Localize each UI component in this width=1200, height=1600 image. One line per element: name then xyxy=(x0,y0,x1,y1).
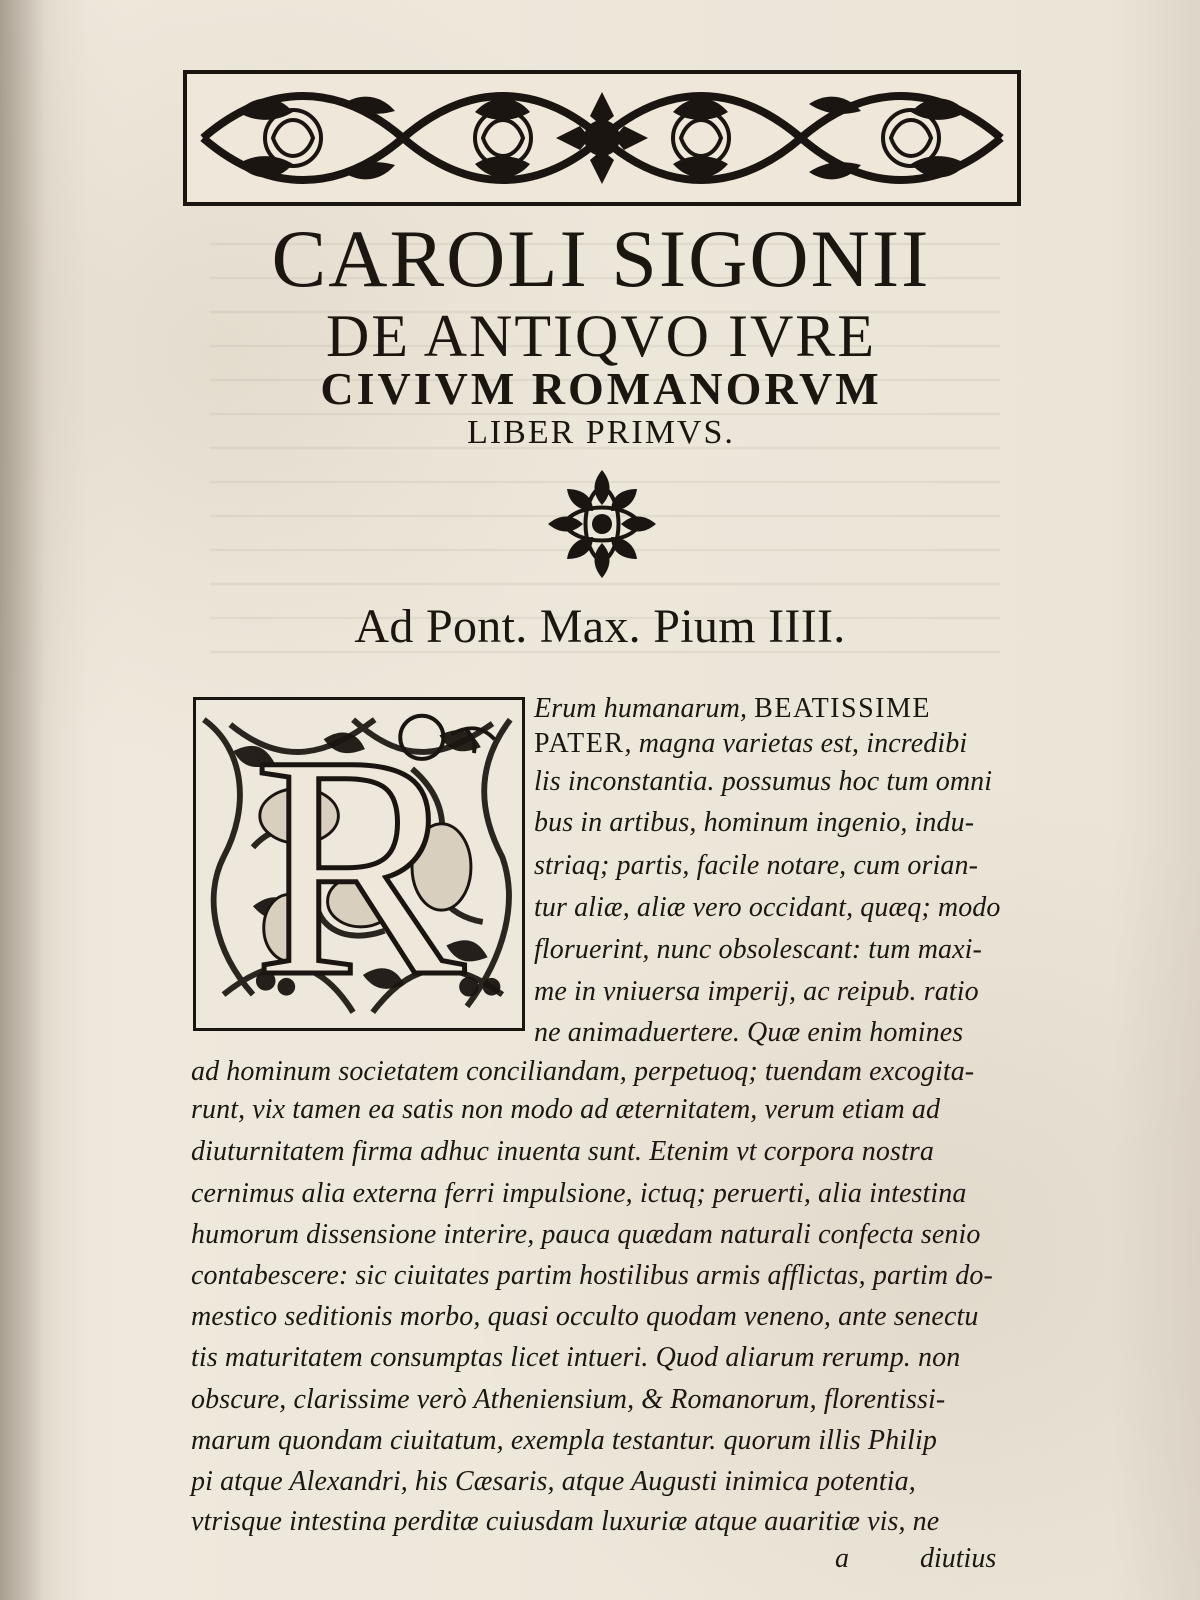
text-line-11: runt, vix tamen ea satis non modo ad æternitatem, verum etiam ad xyxy=(191,1094,941,1125)
text-line-2-caps: PATER xyxy=(534,728,625,759)
floral-ornament-icon xyxy=(546,468,658,580)
text-line-5: striaq; partis, facile notare, cum orian- xyxy=(534,850,979,881)
title-line-1: CAROLI SIGONII xyxy=(271,213,931,304)
initial-letter: R xyxy=(252,697,466,1031)
text-line-17: tis maturitatem consumptas licet intueri. Quod aliarum rerump. non xyxy=(191,1342,961,1373)
text-line-1-caps: BEATISSIME xyxy=(754,693,931,724)
text-line-13: cernimus alia externa ferri impulsione, ictuq; peruerti, alia intestina xyxy=(191,1178,967,1209)
text-line-1 xyxy=(534,695,931,723)
floral-border-icon xyxy=(183,70,1021,206)
text-line-21: vtrisque intestina perditæ cuiusdam luxuriæ atque auaritiæ vis, ne xyxy=(191,1506,940,1537)
text-line-14: humorum dissensione interire, pauca quædam naturali confecta senio xyxy=(191,1219,981,1250)
catchword: diutius xyxy=(920,1543,997,1574)
text-line-16: mestico seditionis morbo, quasi occulto quodam veneno, ante senectu xyxy=(191,1301,979,1332)
text-line-19: marum quondam ciuitatum, exempla testantur. quorum illis Philip xyxy=(191,1425,937,1456)
text-line-10: ad hominum societatem conciliandam, perpetuoq; tuendam excogita- xyxy=(191,1056,975,1087)
text-line-6: tur aliæ, aliæ vero occidant, quæq; modo xyxy=(534,892,1001,923)
text-line-18: obscure, clarissime verò Atheniensium, & Romanorum, florentissi- xyxy=(191,1384,946,1415)
text-line-3: lis inconstantia. possumus hoc tum omni xyxy=(534,766,993,797)
decorated-initial xyxy=(193,697,525,1031)
signature-mark: a xyxy=(835,1543,849,1574)
text-line-12: diuturnitatem firma adhuc inuenta sunt. Etenim vt corpora nostra xyxy=(191,1136,934,1167)
title-line-3: CIVIVM ROMANORVM xyxy=(320,363,882,414)
text-line-20: pi atque Alexandri, his Cæsaris, atque Augusti inimica potentia, xyxy=(191,1466,916,1497)
title-line-4: LIBER PRIMVS. xyxy=(467,414,735,451)
text-line-8: me in vniuersa imperij, ac reipub. ratio xyxy=(534,976,979,1007)
text-line-2 xyxy=(534,730,967,758)
text-line-9: ne animaduertere. Quæ enim homines xyxy=(534,1017,964,1048)
text-line-7: floruerint, nunc obsolescant: tum maxi- xyxy=(534,934,982,965)
text-line-2-rest: , magna varietas est, incredibi xyxy=(624,728,968,759)
text-line-1-prefix: Erum humanarum, xyxy=(534,693,755,724)
page-gutter-shadow xyxy=(0,0,90,1600)
title-line-2: DE ANTIQVO IVRE xyxy=(326,303,876,369)
text-line-15: contabescere: sic ciuitates partim hostilibus armis afflictas, partim do- xyxy=(191,1260,993,1291)
dedication-heading: Ad Pont. Max. Pium IIII. xyxy=(354,600,846,653)
text-line-4: bus in artibus, hominum ingenio, indu- xyxy=(534,807,975,838)
